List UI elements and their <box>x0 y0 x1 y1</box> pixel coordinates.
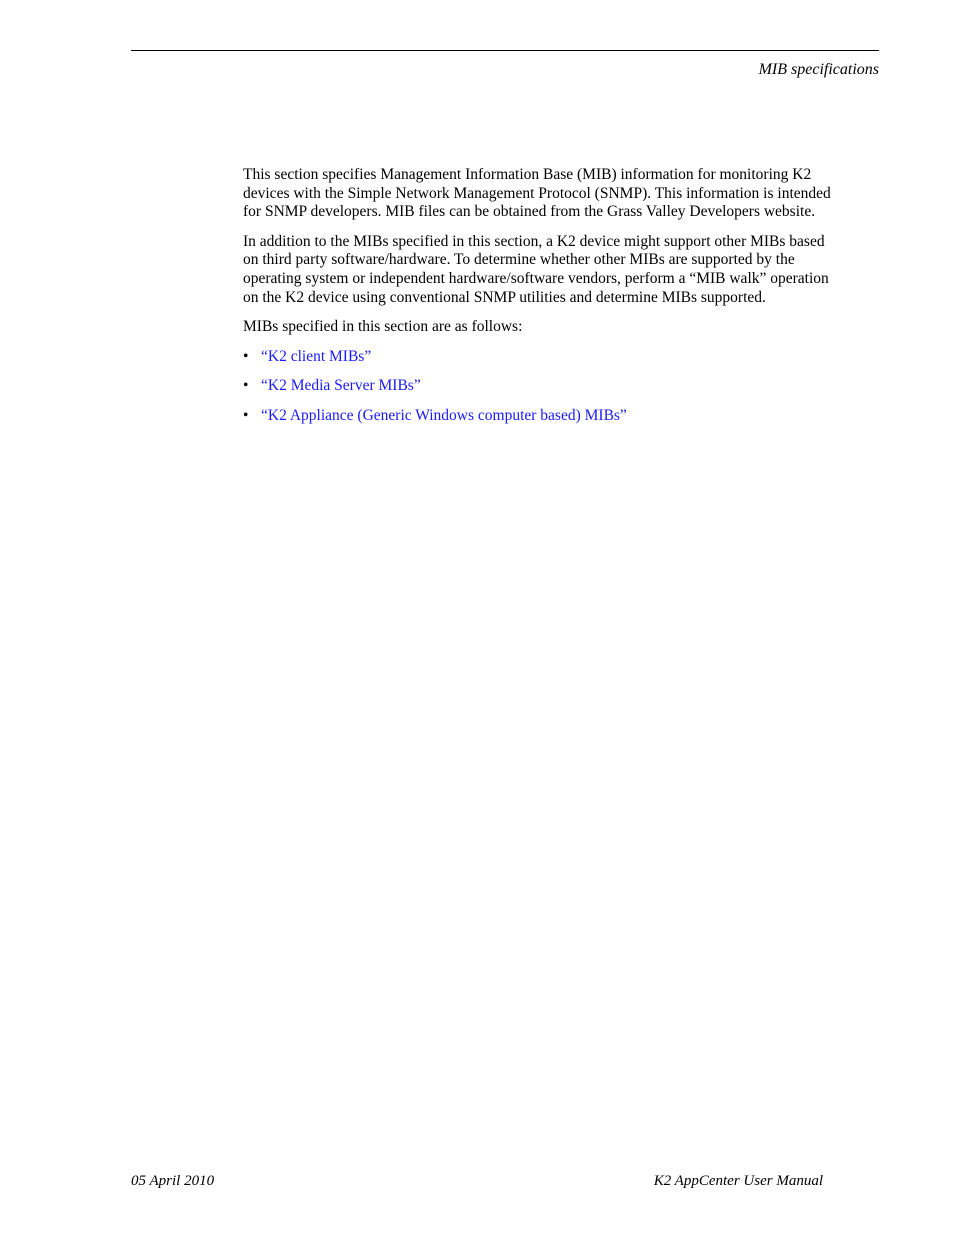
list-item <box>243 348 833 367</box>
header-rule <box>131 50 879 51</box>
list-intro-paragraph: MIBs specified in this section are as follows: <box>243 318 523 336</box>
list-item <box>243 377 833 396</box>
bullet-icon: • <box>243 377 249 395</box>
mib-link-list <box>243 348 833 426</box>
intro-paragraph: This section specifies Management Information Base (MIB) information for monitoring K2 devices with the Simple Network Management Protocol (SNMP). This information is intended for SNMP developers. MIB files can be obtained from the Grass Valley Developers website. <box>243 166 831 221</box>
bullet-icon: • <box>243 406 249 424</box>
footer-date: 05 April 2010 <box>131 1173 215 1189</box>
k2-client-mibs-link[interactable]: “K2 client MIBs” <box>261 347 372 365</box>
main-content <box>243 166 833 437</box>
section-title: MIB specifications <box>758 61 879 78</box>
bullet-icon: • <box>243 347 249 365</box>
additional-mibs-paragraph: In addition to the MIBs specified in this section, a K2 device might support other MIBs based on third party software/hardware. To determine whether other MIBs are supported by the operating system or independent hardware/software vendors, perform a “MIB walk” operation on the K2 device using conventional SNMP utilities and determine MIBs supported. <box>243 232 829 306</box>
k2-media-server-mibs-link[interactable]: “K2 Media Server MIBs” <box>261 377 421 395</box>
k2-appliance-mibs-link[interactable]: “K2 Appliance (Generic Windows computer based) MIBs” <box>261 406 627 424</box>
footer-manual-title: K2 AppCenter User Manual <box>653 1173 823 1189</box>
list-item <box>243 407 833 426</box>
